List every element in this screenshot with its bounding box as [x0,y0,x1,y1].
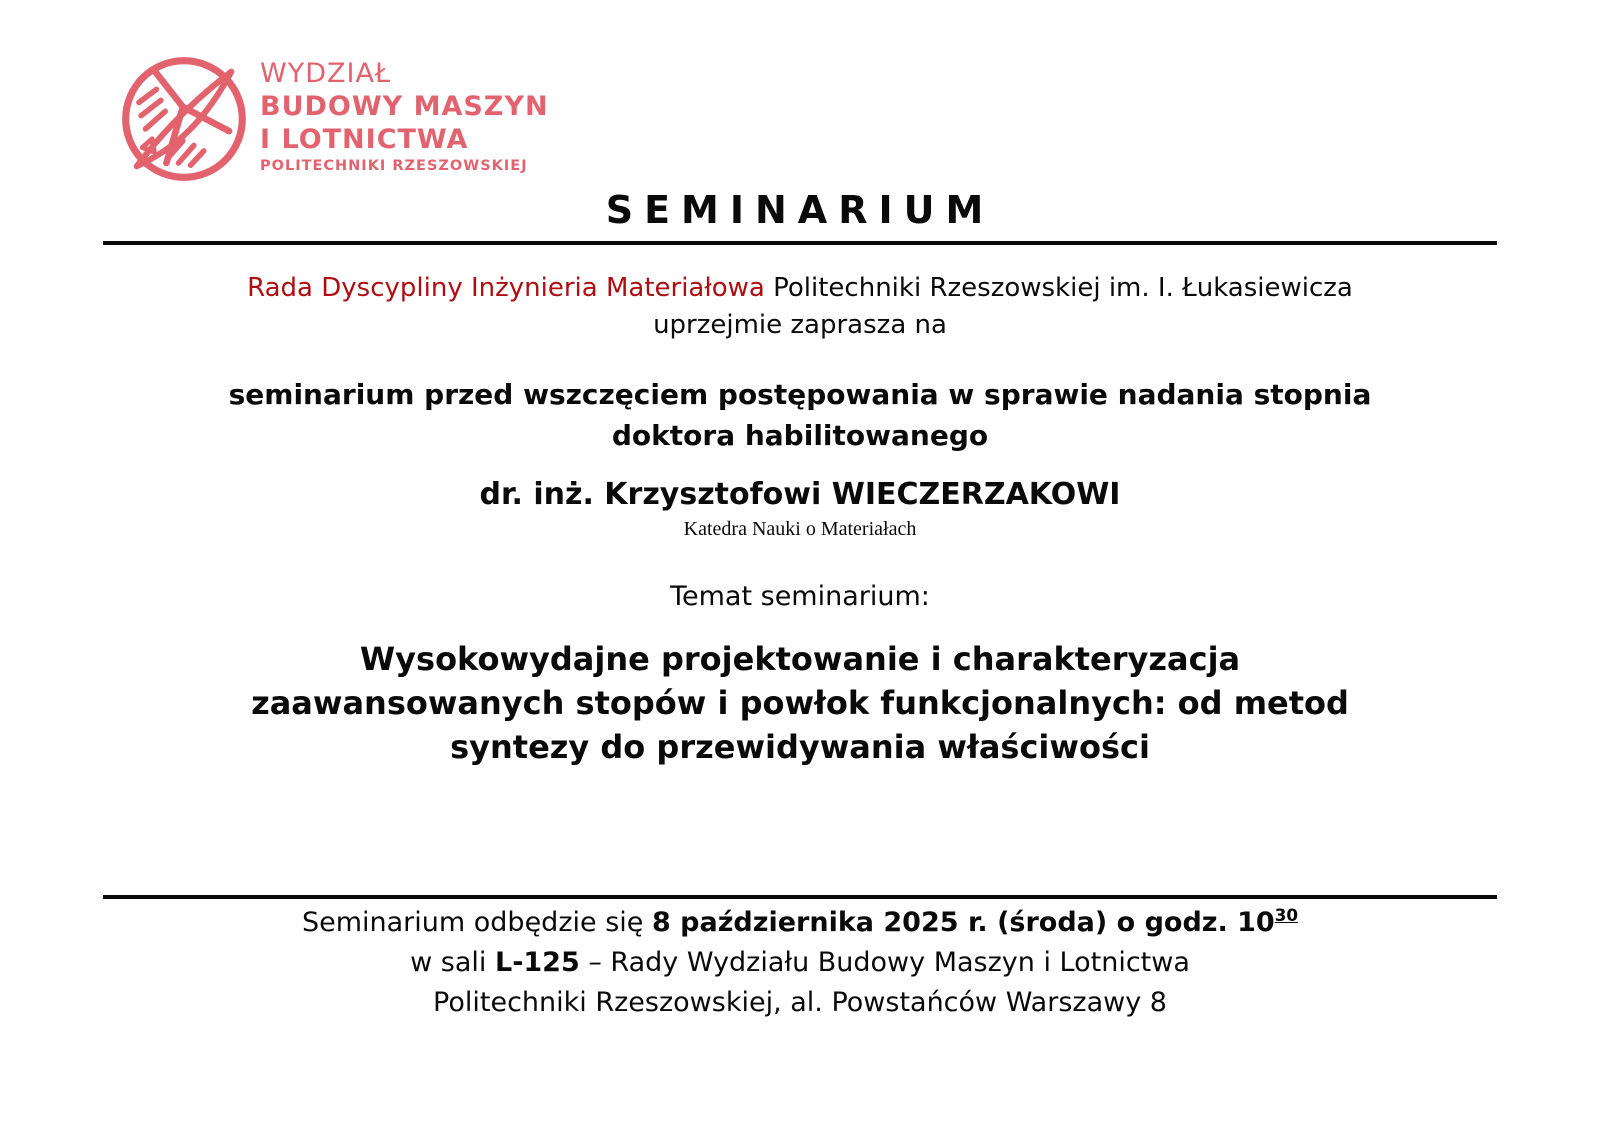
purpose-paragraph [103,374,1497,456]
details-room: L-125 [494,947,580,978]
details-date: 8 października 2025 r. (środa) o godz. 10 [651,907,1275,938]
top-divider [103,241,1497,245]
candidate-name: dr. inż. Krzysztofowi WIECZERZAKOWI [479,477,1121,512]
event-details [103,903,1497,1023]
candidate-department: Katedra Nauki o Materiałach [683,518,917,540]
logo-line-politechniki: POLITECHNIKI RZESZOWSKIEJ [260,158,528,174]
purpose-line-2: doktora habilitowanego [611,419,989,452]
faculty-logo [118,53,549,185]
intro-line-1 [103,270,1497,307]
purpose-line-1: seminarium przed wszczęciem postępowania w sprawie nadania stopnia [228,378,1372,411]
topic-title-line-1: Wysokowydajne projektowanie i charakteryzacja [359,640,1241,678]
details-line-1 [103,903,1497,943]
council-name: Rada Dyscypliny Inżynieria Materiałowa [247,273,765,303]
logo-line-wydzial: WYDZIAŁ [260,58,392,89]
university-name: Politechniki Rzeszowskiej im. I. Łukasiewicza [764,273,1353,303]
details-room-post: – Rady Wydziału Budowy Maszyn i Lotnictwa [579,947,1190,978]
intro-paragraph [103,270,1497,344]
topic-label: Temat seminarium: [670,581,930,612]
details-line-3: Politechniki Rzeszowskiej, al. Powstańców Warszawy 8 [433,987,1167,1018]
faculty-logo-text [260,53,549,174]
topic-title-line-3: syntezy do przewidywania właściwości [450,728,1150,766]
details-time-minutes: 30 [1274,905,1299,925]
logo-line-budowy-maszyn: BUDOWY MASZYN [260,91,549,122]
faculty-propeller-logo-icon [118,53,250,185]
topic-title-line-2: zaawansowanych stopów i powłok funkcjonalnych: od metod [251,684,1349,722]
topic-title [103,637,1497,769]
page-title: SEMINARIUM [605,188,995,232]
details-date-pre: Seminarium odbędzie się [301,907,652,938]
logo-line-i-lotnictwa: I LOTNICTWA [260,124,469,155]
bottom-divider [103,895,1497,899]
details-room-pre: w sali [410,947,495,978]
details-line-2 [103,943,1497,983]
intro-line-2: uprzejmie zaprasza na [653,310,947,340]
